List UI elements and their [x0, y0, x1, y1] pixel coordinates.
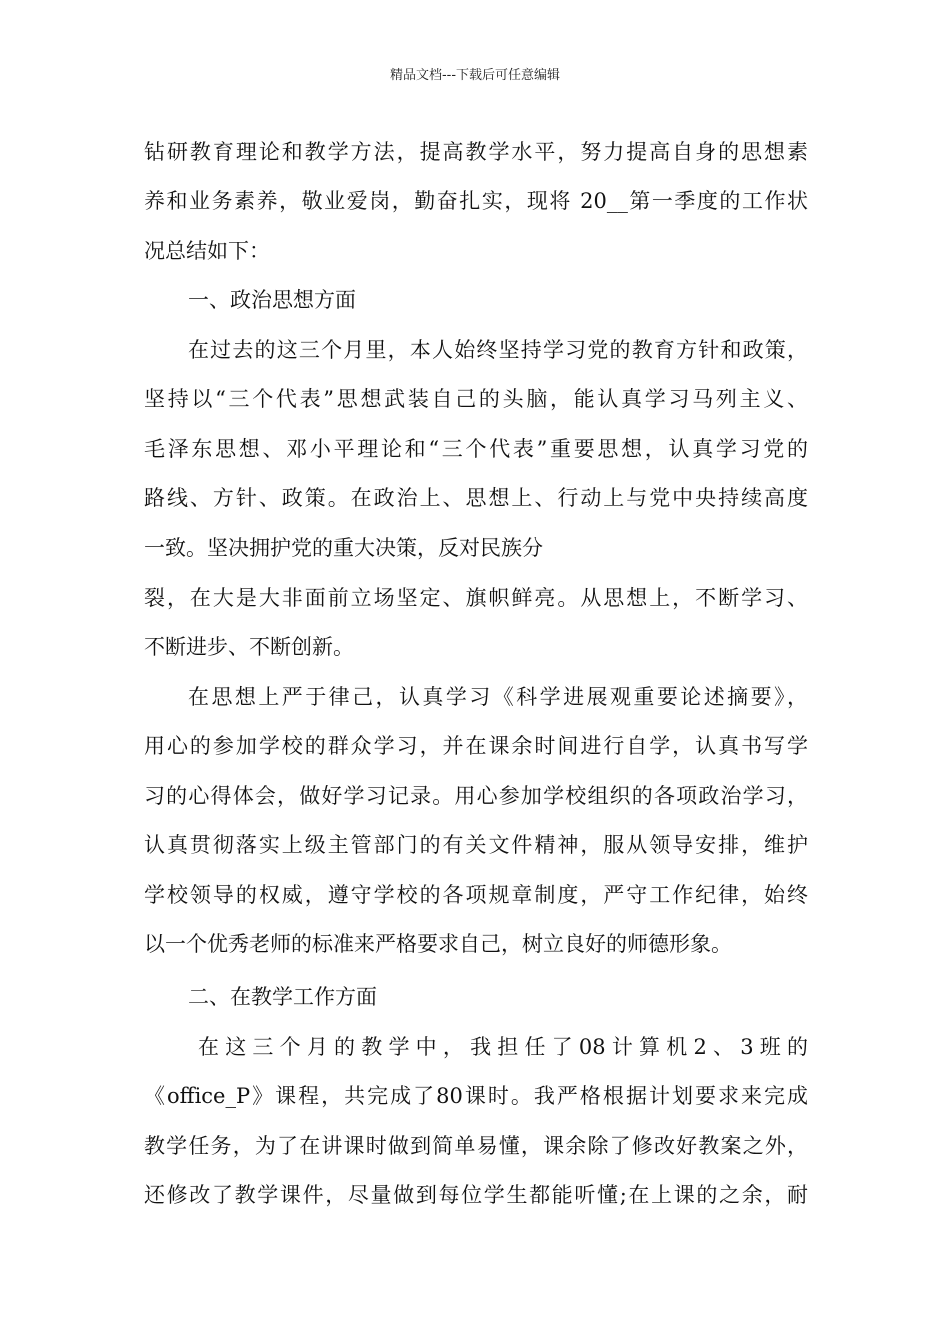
text-line: 在思想上严于律己，认真学习《科学进展观重要论述摘要》， — [188, 685, 808, 709]
text-line: 教学任务，为了在讲课时做到简单易懂，课余除了修改好教案之外， — [144, 1134, 808, 1158]
text-line: 一致。坚决拥护党的重大决策，反对民族分 — [144, 536, 543, 560]
section-heading: 一、政治思想方面 — [188, 288, 356, 312]
text-line: 《office_P》课程，共完成了80课时。我严格根据计划要求来完成 — [144, 1084, 808, 1108]
section-heading: 二、在教学工作方面 — [188, 985, 377, 1009]
text-line: 不断进步、不断创新。 — [144, 635, 354, 659]
text-line: 毛泽东思想、邓小平理论和“三个代表”重要思想，认真学习党的 — [144, 437, 808, 461]
text-line: 以一个优秀老师的标准来严格要求自己，树立良好的师德形象。 — [144, 932, 732, 956]
text-line: 学校领导的权威，遵守学校的各项规章制度，严守工作纪律，始终 — [144, 883, 808, 907]
text-line: 在过去的这三个月里，本人始终坚持学习党的教育方针和政策， — [188, 338, 808, 362]
text-line: 养和业务素养，敬业爱岗，勤奋扎实，现将 20__第一季度的工作状 — [144, 189, 808, 213]
text-line: 路线、方针、政策。在政治上、思想上、行动上与党中央持续高度 — [144, 486, 808, 510]
text-line: 认真贯彻落实上级主管部门的有关文件精神，服从领导安排，维护 — [144, 833, 808, 857]
text-line: 还修改了教学课件，尽量做到每位学生都能听懂;在上课的之余，耐 — [144, 1183, 808, 1207]
page-header: 精品文档---下载后可任意编辑 — [389, 68, 561, 83]
text-line: 裂，在大是大非面前立场坚定、旗帜鲜亮。从思想上，不断学习、 — [144, 586, 808, 610]
text-line: 况总结如下： — [144, 239, 270, 263]
text-line: 钻研教育理论和教学方法，提高教学水平，努力提高自身的思想素 — [144, 140, 808, 164]
text-line: 用心的参加学校的群众学习，并在课余时间进行自学，认真书写学 — [144, 734, 808, 758]
text-line: 习的心得体会，做好学习记录。用心参加学校组织的各项政治学习， — [144, 784, 808, 808]
text-line: 坚持以“三个代表”思想武装自己的头脑，能认真学习马列主义、 — [144, 387, 808, 411]
text-line: 在这三个月的教学中，我担任了08计算机2、3班的 — [198, 1035, 808, 1059]
